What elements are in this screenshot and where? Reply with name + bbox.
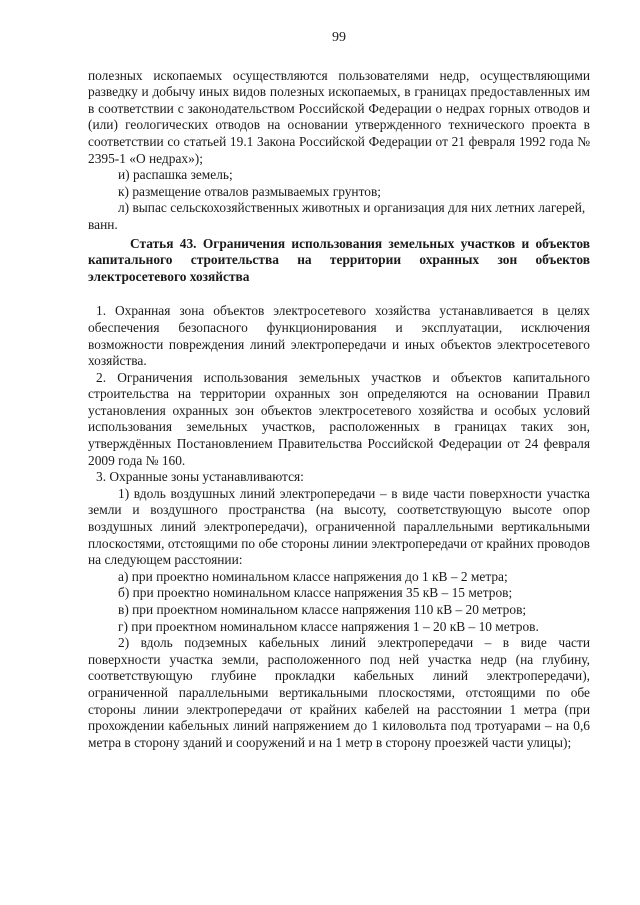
intro-paragraph: полезных ископаемых осуществляются пользователями недр, осуществляющими разведку и добычу иных видов полезных ископаемых, в границах предоставленных им в соответствии с законодательством Российской Федерации о недрах горных отводов и (или) геологических отводов на основании утвержденного технического проекта в соответствии со статьей 19.1 Закона Российской Федерации от 21 февраля 1992 года № 2395-1 «О недрах»); <box>88 67 590 166</box>
article-heading: Статья 43. Ограничения использования земельных участков и объектов капитального строительства на территории охранных зон объектов электросетевого хозяйства <box>88 235 590 284</box>
page-number: 99 <box>332 30 346 45</box>
voltage-item: б) при проектно номинальном классе напряжения 35 кВ – 15 метров; <box>118 585 513 601</box>
list-item-wrapped <box>88 200 590 233</box>
item-3-paragraph: 3. Охранные зоны устанавливаются: <box>96 469 304 485</box>
item-2-paragraph: 2. Ограничения использования земельных участков и объектов капитального строительства на территории охранных зон определяются на основании Правил установления охранных зон объектов электросетевого хозяйства и особых условий использования земельных участков, расположенных в границах таких зон, утверждённых Постановлением Правительства Российской Федерации от 24 февраля 2009 года № 160. <box>88 369 590 468</box>
sub-item-2-paragraph: 2) вдоль подземных кабельных линий электропередачи – в виде части поверхности участка земли, расположенного под ней участка недр (на глубину, соответствующую глубине прокладки кабельных линий электропередачи), ограниченной параллельными вертикальными плоскостями, отстоящими по обе стороны линии электропередачи от крайних кабелей на расстоянии 1 метра (при прохождении кабельных линий напряжением до 1 киловольта под тротуарами – на 0,6 метра в сторону зданий и сооружений и на 1 метр в сторону проезжей части улицы); <box>88 635 590 750</box>
list-item-text: л) выпас сельскохозяйственных животных и организация для них летних лагерей, ванн. <box>88 200 586 232</box>
list-item: и) распашка земель; <box>118 167 233 183</box>
item-1-paragraph: 1. Охранная зона объектов электросетевого хозяйства устанавливается в целях обеспечения безопасного функционирования и эксплуатации, исключения возможности повреждения линий электропередачи и иных объектов электросетевого хозяйства. <box>88 303 590 369</box>
list-item: к) размещение отвалов размываемых грунтов; <box>118 183 382 199</box>
sub-item-1-paragraph: 1) вдоль воздушных линий электропередачи – в виде части поверхности участка земли и воздушного пространства (на высоту, соответствующую высоте опор воздушных линий электропередачи), ограниченной параллельными вертикальными плоскостями, отстоящими по обе стороны линии электропередачи от крайних проводов на следующем расстоянии: <box>88 485 590 568</box>
voltage-item: г) при проектном номинальном классе напряжения 1 – 20 кВ – 10 метров. <box>118 618 539 634</box>
document-page <box>88 30 590 751</box>
voltage-item: а) при проектно номинальном классе напряжения до 1 кВ – 2 метра; <box>118 568 508 584</box>
voltage-item: в) при проектном номинальном классе напряжения 110 кВ – 20 метров; <box>118 602 527 617</box>
